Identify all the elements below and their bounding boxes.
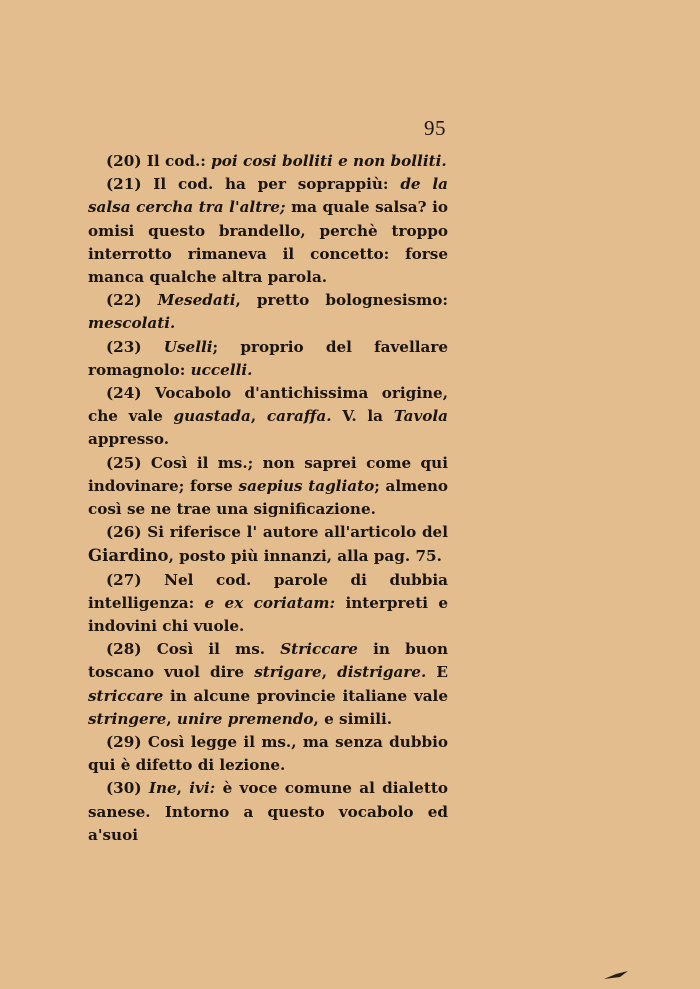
footnote-text: saepius tagliato bbox=[238, 476, 375, 495]
footnote-text: Così legge il ms., ma senza dubbio qui è difetto di lezione. bbox=[88, 733, 448, 775]
footnote-text: distrigare. bbox=[337, 663, 427, 682]
footnote-number: (28) bbox=[106, 640, 142, 659]
footnote-text: in alcune provincie italiane vale bbox=[163, 686, 448, 705]
footnote-text: Così il ms.; non saprei come qui indovinare; forse bbox=[88, 453, 448, 495]
footnote-text: interpreti e indovini chi vuole. bbox=[88, 593, 448, 636]
footnote bbox=[88, 382, 448, 452]
footnote-number: (22) bbox=[106, 291, 142, 310]
footnote-text: poi cosi bolliti e non bolliti. bbox=[211, 152, 447, 170]
footnote-text: , bbox=[321, 663, 338, 682]
footnote-number: (24) bbox=[106, 384, 142, 403]
footnote-text: , e simili. bbox=[313, 709, 393, 728]
footnote-text: striccare bbox=[88, 686, 164, 705]
footnote bbox=[88, 452, 448, 522]
footnote bbox=[88, 569, 448, 639]
footnote-text: mescolati. bbox=[88, 314, 176, 333]
footnote-text: Ine bbox=[148, 779, 177, 798]
footnote-text: è voce comune al dialetto sanese. Intorno a questo vocabolo ed a'suoi bbox=[88, 779, 448, 844]
footnote-number: (30) bbox=[106, 779, 142, 798]
footnote-number: (26) bbox=[106, 523, 142, 542]
footnote-text: de la salsa cercha tra l'altre; bbox=[88, 175, 448, 217]
footnote-text: Striccare bbox=[280, 640, 358, 659]
footnote-number: (27) bbox=[106, 570, 142, 589]
footnote-text: ivi: bbox=[189, 779, 216, 798]
footnote-number: (25) bbox=[106, 453, 142, 472]
footnote-text: , bbox=[166, 709, 177, 728]
footnote-text: Giardino bbox=[88, 546, 169, 566]
footnote-text: stringere bbox=[88, 709, 167, 728]
footnote bbox=[88, 336, 448, 382]
footnote-text: e ex coriatam: bbox=[204, 593, 336, 612]
footnote bbox=[88, 150, 448, 173]
footnote-text: , bbox=[250, 407, 267, 426]
footnote-text: , bbox=[176, 779, 190, 798]
ink-mark bbox=[602, 969, 630, 981]
footnote-text: , posto più innanzi, alla pag. 75. bbox=[168, 547, 442, 566]
footnote-text: Si riferisce l' autore all'articolo del bbox=[141, 523, 448, 542]
footnote-text: V. la bbox=[331, 407, 394, 426]
footnote-text: Vocabolo d'antichissima origine, che vale bbox=[88, 384, 448, 426]
footnote-text: Il cod.: bbox=[141, 152, 212, 170]
footnote-text: E bbox=[426, 663, 448, 682]
footnote-number: (21) bbox=[106, 175, 142, 194]
footnote-text: Tavola bbox=[393, 407, 449, 426]
footnote-text: guastada bbox=[173, 407, 251, 426]
footnote-text: Mesedati bbox=[157, 291, 236, 310]
footnote-text: ma quale salsa? io omisi questo brandello, perchè troppo interrotto rimaneva il concetto: forse manca qualche altra parola. bbox=[88, 198, 448, 287]
footnote-text: , pretto bolognesismo: bbox=[235, 291, 448, 310]
footnote bbox=[88, 777, 448, 847]
footnote-text: unire premendo bbox=[176, 709, 314, 728]
footnote bbox=[88, 173, 448, 289]
footnote-text: Nel cod. parole di dubbia intelligenza: bbox=[88, 570, 448, 612]
footnote-text bbox=[142, 291, 158, 309]
footnote bbox=[88, 638, 448, 731]
footnote-text: uccelli. bbox=[190, 360, 253, 379]
footnote bbox=[88, 731, 448, 777]
footnote-text: ; almeno così se ne trae una significazione. bbox=[88, 476, 448, 519]
footnote-text: strigare bbox=[254, 663, 322, 682]
footnote-text: caraffa. bbox=[266, 407, 332, 426]
footnotes bbox=[88, 150, 448, 847]
footnote-text: Il cod. ha per soprappiù: bbox=[141, 175, 401, 194]
footnote-text: Uselli bbox=[163, 337, 213, 356]
footnote-text: ; proprio del favellare romagnolo: bbox=[88, 337, 448, 379]
footnote bbox=[88, 289, 448, 335]
footnote-text: Così il ms. bbox=[141, 640, 281, 659]
footnote-text bbox=[142, 779, 149, 797]
footnote bbox=[88, 521, 448, 568]
footnote-number: (20) bbox=[106, 152, 142, 170]
footnote-text: appresso. bbox=[88, 430, 169, 449]
footnote-number: (29) bbox=[106, 733, 142, 752]
footnote-text bbox=[142, 338, 164, 356]
footnote-text: in buon toscano vuol dire bbox=[88, 640, 448, 682]
page-number: 95 bbox=[424, 116, 446, 140]
footnote-number: (23) bbox=[106, 337, 142, 356]
